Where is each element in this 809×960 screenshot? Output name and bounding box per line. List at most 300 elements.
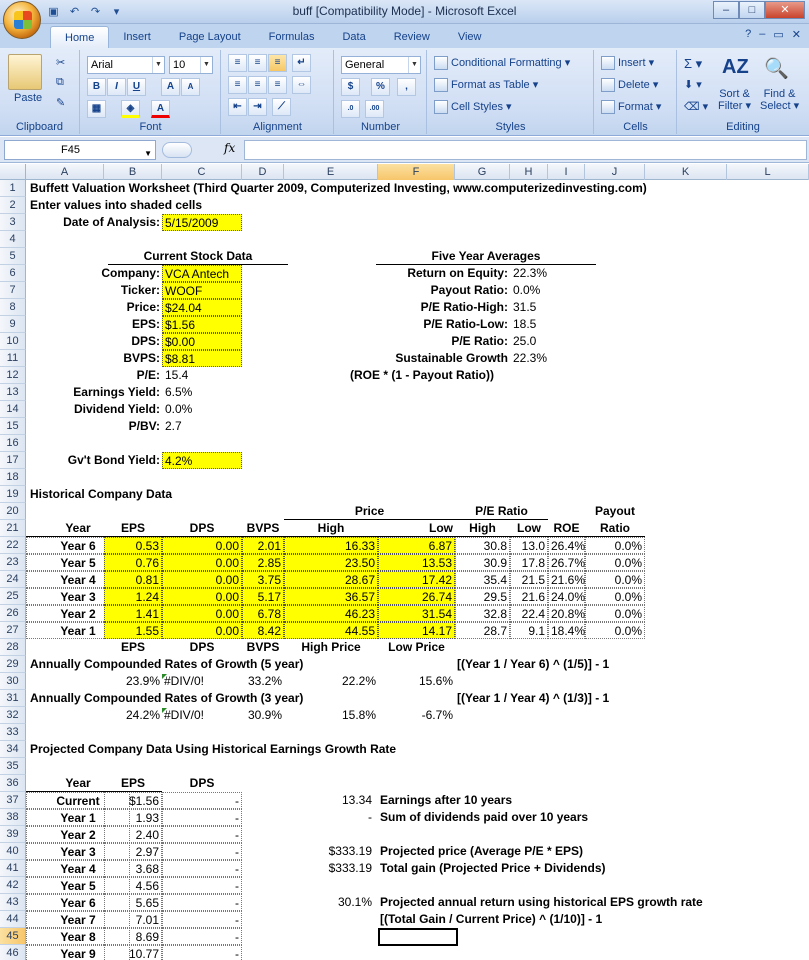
proj-dps[interactable]: - [162, 826, 242, 843]
proj-year[interactable]: Year 6 [26, 894, 130, 911]
align-top-button[interactable]: ≡ [228, 54, 247, 72]
row-header-22[interactable]: 22 [0, 537, 26, 554]
proj-dps[interactable]: - [162, 894, 242, 911]
active-cell[interactable] [378, 928, 458, 946]
ret-value[interactable]: 30.1% [337, 895, 372, 909]
delete-cells-button[interactable]: Delete ▾ [601, 78, 658, 92]
tab-review[interactable]: Review [393, 31, 430, 43]
growth-3yr-value[interactable]: #DIV/0! [164, 708, 205, 722]
row-header-12[interactable]: 12 [0, 367, 26, 384]
hist-value[interactable]: 36.57 [284, 588, 378, 605]
row-header-15[interactable]: 15 [0, 418, 26, 435]
center-button[interactable]: ≡ [248, 76, 267, 94]
row-header-45[interactable]: 45 [0, 928, 26, 945]
column-header-c[interactable]: C [162, 164, 242, 180]
growth-5yr-value[interactable]: 33.2% [247, 674, 282, 688]
proj-eps[interactable]: 1.93 [104, 809, 162, 826]
ticker-input[interactable]: WOOF [162, 282, 242, 299]
pbv-value[interactable]: 2.7 [165, 419, 182, 433]
row-header-42[interactable]: 42 [0, 877, 26, 894]
per-label[interactable]: P/E Ratio: [451, 334, 508, 348]
font-color-button[interactable]: A [151, 100, 170, 118]
hist-value[interactable]: 31.54 [378, 605, 455, 622]
bold-button[interactable]: B [87, 78, 106, 96]
insert-cells-button[interactable]: Insert ▾ [601, 56, 654, 70]
hist-value[interactable]: 3.75 [242, 571, 284, 588]
proj-year[interactable]: Year 1 [26, 809, 130, 826]
hist-value[interactable]: 5.17 [242, 588, 284, 605]
hist-value[interactable]: 1.41 [104, 605, 162, 622]
pel-label[interactable]: P/E Ratio-Low: [423, 317, 508, 331]
save-icon[interactable]: ▣ [48, 6, 59, 18]
hist-value[interactable]: 26.74 [378, 588, 455, 605]
pel-value[interactable]: 18.5 [513, 317, 537, 331]
decrease-indent-button[interactable]: ⇤ [228, 98, 247, 116]
growth-3yr-formula[interactable]: [(Year 1 / Year 4) ^ (1/3)] - 1 [457, 691, 610, 705]
row-header-25[interactable]: 25 [0, 588, 26, 605]
hist-ratio[interactable]: 26.4% [548, 537, 585, 554]
fill-icon[interactable]: ⬇ ▾ [684, 79, 702, 91]
payout-label[interactable]: Payout Ratio: [430, 283, 508, 297]
hist-col-header[interactable]: DPS [162, 520, 242, 537]
copy-icon[interactable]: ⧉ [56, 76, 64, 88]
italic-button[interactable]: I [107, 78, 126, 96]
hist-value[interactable]: 1.24 [104, 588, 162, 605]
row-header-26[interactable]: 26 [0, 605, 26, 622]
customize-qat-icon[interactable]: ▾ [113, 6, 120, 18]
hist-year[interactable]: Year 5 [26, 554, 130, 571]
hist-ratio[interactable]: 0.0% [585, 588, 645, 605]
hist-value[interactable]: 0.00 [162, 537, 242, 554]
conditional-formatting-button[interactable]: Conditional Formatting ▾ [434, 56, 570, 70]
row-header-13[interactable]: 13 [0, 384, 26, 401]
pe-ratio-header[interactable]: P/E Ratio [455, 503, 548, 520]
proj-eps[interactable]: $1.56 [104, 792, 162, 809]
row-header-35[interactable]: 35 [0, 758, 26, 775]
earn10-label[interactable]: Earnings after 10 years [380, 793, 513, 807]
hist-value[interactable]: 23.50 [284, 554, 378, 571]
per-value[interactable]: 25.0 [513, 334, 537, 348]
hist-ratio[interactable]: 29.5 [455, 588, 510, 605]
growth-col-header[interactable]: EPS [120, 640, 145, 654]
cell-styles-button[interactable]: Cell Styles ▾ [434, 100, 512, 114]
pe-value[interactable]: 15.4 [165, 368, 189, 382]
row-header-40[interactable]: 40 [0, 843, 26, 860]
help-icon[interactable]: ? [745, 28, 752, 40]
format-as-table-button[interactable]: Format as Table ▾ [434, 78, 538, 92]
proj-col-header[interactable]: EPS [104, 775, 162, 792]
font-name-combo[interactable] [87, 56, 165, 74]
paste-button[interactable]: Paste [14, 92, 43, 104]
row-header-44[interactable]: 44 [0, 911, 26, 928]
ribbon-minimize-icon[interactable]: – [759, 28, 766, 40]
row-header-31[interactable]: 31 [0, 690, 26, 707]
increase-indent-button[interactable]: ⇥ [248, 98, 267, 116]
align-right-button[interactable]: ≡ [268, 76, 287, 94]
row-header-16[interactable]: 16 [0, 435, 26, 452]
proj-eps[interactable]: 5.65 [104, 894, 162, 911]
growth-5yr-value[interactable]: #DIV/0! [164, 674, 205, 688]
proj-year[interactable]: Year 2 [26, 826, 130, 843]
hist-year[interactable]: Year 4 [26, 571, 130, 588]
autosum-icon[interactable]: Σ ▾ [684, 56, 703, 71]
hist-col-header[interactable]: ROE [548, 520, 585, 537]
growth-3yr-value[interactable]: 30.9% [247, 708, 282, 722]
date-label[interactable]: Date of Analysis: [63, 215, 160, 229]
increase-decimal-button[interactable]: .0 [341, 100, 360, 118]
proj-dps[interactable]: - [162, 843, 242, 860]
eps-label[interactable]: EPS: [131, 317, 160, 331]
div10-label[interactable]: Sum of dividends paid over 10 years [380, 810, 589, 824]
peh-value[interactable]: 31.5 [513, 300, 537, 314]
row-header-28[interactable]: 28 [0, 639, 26, 656]
hist-ratio[interactable]: 9.1 [510, 622, 548, 639]
roe-label[interactable]: Return on Equity: [407, 266, 508, 280]
proj-dps[interactable]: - [162, 945, 242, 960]
grow-font-button[interactable]: A [161, 78, 180, 96]
row-header-27[interactable]: 27 [0, 622, 26, 639]
proj-col-header[interactable]: Year [26, 775, 130, 792]
error-indicator-icon[interactable] [162, 674, 167, 679]
hist-ratio[interactable]: 0.0% [585, 554, 645, 571]
peh-label[interactable]: P/E Ratio-High: [420, 300, 508, 314]
growth-5yr-value[interactable]: 15.6% [418, 674, 453, 688]
close-button[interactable]: ✕ [765, 1, 805, 19]
insert-function-button[interactable]: fx [224, 141, 236, 155]
growth-col-header[interactable]: High Price [301, 640, 361, 654]
hist-ratio[interactable]: 30.9 [455, 554, 510, 571]
title-cell[interactable]: Buffett Valuation Worksheet (Third Quarter 2009, Computerized Investing, www.computerizedinvesting.com) [30, 181, 647, 195]
row-header-3[interactable]: 3 [0, 214, 26, 231]
proj-dps[interactable]: - [162, 792, 242, 809]
row-header-10[interactable]: 10 [0, 333, 26, 350]
paste-icon[interactable] [8, 54, 42, 90]
pe-label[interactable]: P/E: [136, 368, 160, 382]
tg-value[interactable]: $333.19 [328, 861, 372, 875]
tab-page-layout[interactable]: Page Layout [178, 31, 241, 43]
format-cells-button[interactable]: Format ▾ [601, 100, 661, 114]
hist-value[interactable]: 14.17 [378, 622, 455, 639]
row-header-5[interactable]: 5 [0, 248, 26, 265]
tab-insert[interactable]: Insert [123, 31, 151, 43]
column-header-i[interactable]: I [548, 164, 585, 180]
historical-header[interactable]: Historical Company Data [30, 487, 173, 501]
dps-label[interactable]: DPS: [131, 334, 160, 348]
hist-value[interactable]: 0.00 [162, 605, 242, 622]
tg-label[interactable]: Total gain (Projected Price + Dividends) [380, 861, 606, 875]
column-header-j[interactable]: J [585, 164, 645, 180]
growth-col-header[interactable]: Low Price [388, 640, 445, 654]
row-header-2[interactable]: 2 [0, 197, 26, 214]
earn10-value[interactable]: 13.34 [341, 793, 372, 807]
row-header-38[interactable]: 38 [0, 809, 26, 826]
row-header-9[interactable]: 9 [0, 316, 26, 333]
hist-col-header[interactable]: EPS [104, 520, 162, 537]
hist-col-header[interactable]: Low [510, 520, 548, 537]
row-header-17[interactable]: 17 [0, 452, 26, 469]
growth-col-header[interactable]: DPS [189, 640, 215, 654]
sg-value[interactable]: 22.3% [513, 351, 548, 365]
hist-value[interactable]: 0.00 [162, 571, 242, 588]
hist-col-header[interactable]: High [284, 520, 378, 537]
price-label[interactable]: Price: [126, 300, 160, 314]
proj-dps[interactable]: - [162, 877, 242, 894]
proj-dps[interactable]: - [162, 809, 242, 826]
percent-button[interactable]: % [371, 78, 390, 96]
select-all-corner[interactable] [0, 164, 26, 180]
hist-ratio[interactable]: 0.0% [585, 537, 645, 554]
bond-yield-label[interactable]: Gv't Bond Yield: [67, 453, 160, 467]
hist-col-header[interactable]: Ratio [585, 520, 645, 537]
proj-eps[interactable]: 7.01 [104, 911, 162, 928]
cut-icon[interactable]: ✂ [56, 57, 66, 69]
row-header-32[interactable]: 32 [0, 707, 26, 724]
hist-value[interactable]: 0.76 [104, 554, 162, 571]
ticker-label[interactable]: Ticker: [120, 283, 160, 297]
number-format-combo[interactable] [341, 56, 421, 74]
proj-eps[interactable]: 10.77 [104, 945, 162, 960]
format-painter-icon[interactable]: ✎ [56, 97, 66, 109]
column-header-h[interactable]: H [510, 164, 548, 180]
hist-ratio[interactable]: 28.7 [455, 622, 510, 639]
proj-year[interactable]: Year 5 [26, 877, 130, 894]
row-header-7[interactable]: 7 [0, 282, 26, 299]
column-header-f[interactable]: F [378, 164, 455, 180]
hist-value[interactable]: 6.87 [378, 537, 455, 554]
row-header-21[interactable]: 21 [0, 520, 26, 537]
row-header-46[interactable]: 46 [0, 945, 26, 960]
sg-label[interactable]: Sustainable Growth [395, 351, 508, 365]
undo-icon[interactable]: ↶ [69, 6, 80, 18]
growth-3yr-value[interactable]: 24.2% [125, 708, 160, 722]
hist-value[interactable]: 2.01 [242, 537, 284, 554]
column-header-l[interactable]: L [727, 164, 809, 180]
bvps-input[interactable]: $8.81 [162, 350, 242, 367]
pbv-label[interactable]: P/BV: [128, 419, 160, 433]
proj-year[interactable]: Year 4 [26, 860, 130, 877]
hist-ratio[interactable]: 22.4 [510, 605, 548, 622]
row-header-41[interactable]: 41 [0, 860, 26, 877]
hist-year[interactable]: Year 2 [26, 605, 130, 622]
proj-year[interactable]: Year 3 [26, 843, 130, 860]
column-header-a[interactable]: A [26, 164, 104, 180]
hist-value[interactable]: 17.42 [378, 571, 455, 588]
pp-value[interactable]: $333.19 [328, 844, 372, 858]
payout-header[interactable]: Payout [594, 504, 635, 518]
proj-year[interactable]: Year 9 [26, 945, 130, 960]
growth-3yr-value[interactable]: 15.8% [341, 708, 376, 722]
roe-value[interactable]: 22.3% [513, 266, 548, 280]
decrease-decimal-button[interactable]: .00 [365, 100, 384, 118]
hist-year[interactable]: Year 6 [26, 537, 130, 554]
currency-button[interactable]: $ [341, 78, 360, 96]
row-header-1[interactable]: 1 [0, 180, 26, 197]
proj-dps[interactable]: - [162, 911, 242, 928]
proj-eps[interactable]: 2.97 [104, 843, 162, 860]
hist-ratio[interactable]: 21.6 [510, 588, 548, 605]
dy-label[interactable]: Dividend Yield: [73, 402, 160, 416]
pp-label[interactable]: Projected price (Average P/E * EPS) [380, 844, 583, 858]
align-left-button[interactable]: ≡ [228, 76, 247, 94]
worksheet-grid[interactable] [0, 164, 809, 960]
tab-data[interactable]: Data [342, 31, 366, 43]
projected-header[interactable]: Projected Company Data Using Historical Earnings Growth Rate [30, 742, 397, 756]
price-input[interactable]: $24.04 [162, 299, 242, 316]
row-header-23[interactable]: 23 [0, 554, 26, 571]
instructions-cell[interactable]: Enter values into shaded cells [30, 198, 203, 212]
maximize-button[interactable]: □ [739, 1, 765, 19]
minimize-button[interactable]: – [713, 1, 739, 19]
ey-label[interactable]: Earnings Yield: [73, 385, 160, 399]
formula-bar-handle[interactable] [162, 142, 192, 158]
find-select-button[interactable]: Find & Select ▾ [760, 88, 800, 112]
hist-value[interactable]: 44.55 [284, 622, 378, 639]
proj-eps[interactable]: 2.40 [104, 826, 162, 843]
growth-5yr-value[interactable]: 23.9% [125, 674, 160, 688]
proj-year[interactable]: Year 7 [26, 911, 130, 928]
hist-value[interactable]: 0.81 [104, 571, 162, 588]
row-header-30[interactable]: 30 [0, 673, 26, 690]
comma-button[interactable]: , [397, 78, 416, 96]
date-input[interactable]: 5/15/2009 [162, 214, 242, 231]
row-header-24[interactable]: 24 [0, 571, 26, 588]
row-header-34[interactable]: 34 [0, 741, 26, 758]
hist-col-header[interactable]: Year [26, 520, 130, 537]
proj-year[interactable]: Current [26, 792, 130, 809]
proj-eps[interactable]: 8.69 [104, 928, 162, 945]
hist-ratio[interactable]: 35.4 [455, 571, 510, 588]
hist-col-header[interactable]: BVPS [242, 520, 284, 537]
orientation-button[interactable]: ⟋ [272, 98, 291, 116]
ribbon-restore-icon[interactable]: ▭ [773, 29, 784, 41]
five-year-averages-header[interactable]: Five Year Averages [376, 248, 596, 265]
hist-value[interactable]: 8.42 [242, 622, 284, 639]
proj-eps[interactable]: 4.56 [104, 877, 162, 894]
row-header-43[interactable]: 43 [0, 894, 26, 911]
hist-value[interactable]: 0.00 [162, 554, 242, 571]
proj-dps[interactable]: - [162, 928, 242, 945]
fill-color-button[interactable]: ◈ [121, 100, 140, 118]
hist-ratio[interactable]: 0.0% [585, 605, 645, 622]
row-header-6[interactable]: 6 [0, 265, 26, 282]
row-header-19[interactable]: 19 [0, 486, 26, 503]
column-header-d[interactable]: D [242, 164, 284, 180]
company-input[interactable]: VCA Antech [162, 265, 242, 282]
redo-icon[interactable]: ↷ [90, 6, 101, 18]
row-header-29[interactable]: 29 [0, 656, 26, 673]
return-formula[interactable]: [(Total Gain / Current Price) ^ (1/10)] - 1 [380, 912, 603, 926]
hist-ratio[interactable]: 13.0 [510, 537, 548, 554]
tab-home[interactable]: Home [50, 26, 109, 48]
hist-value[interactable]: 13.53 [378, 554, 455, 571]
column-header-k[interactable]: K [645, 164, 727, 180]
growth-5yr-formula[interactable]: [(Year 1 / Year 6) ^ (1/5)] - 1 [457, 657, 610, 671]
align-middle-button[interactable]: ≡ [248, 54, 267, 72]
name-box[interactable] [4, 140, 156, 160]
clear-icon[interactable]: ⌫ ▾ [684, 101, 709, 113]
growth-5yr-value[interactable]: 22.2% [341, 674, 376, 688]
ret-label[interactable]: Projected annual return using historical EPS growth rate [380, 895, 703, 909]
growth-col-header[interactable]: BVPS [246, 640, 280, 654]
row-header-39[interactable]: 39 [0, 826, 26, 843]
row-header-37[interactable]: 37 [0, 792, 26, 809]
hist-ratio[interactable]: 18.4% [548, 622, 585, 639]
eps-input[interactable]: $1.56 [162, 316, 242, 333]
hist-ratio[interactable]: 32.8 [455, 605, 510, 622]
underline-button[interactable]: U [127, 78, 146, 96]
hist-ratio[interactable]: 17.8 [510, 554, 548, 571]
hist-ratio[interactable]: 24.0% [548, 588, 585, 605]
row-header-18[interactable]: 18 [0, 469, 26, 486]
row-header-11[interactable]: 11 [0, 350, 26, 367]
column-header-e[interactable]: E [284, 164, 378, 180]
shrink-font-button[interactable]: A [181, 78, 200, 96]
row-header-33[interactable]: 33 [0, 724, 26, 741]
bond-yield-input[interactable]: 4.2% [162, 452, 242, 469]
row-header-14[interactable]: 14 [0, 401, 26, 418]
proj-dps[interactable]: - [162, 860, 242, 877]
tab-view[interactable]: View [457, 31, 482, 43]
hist-value[interactable]: 16.33 [284, 537, 378, 554]
price-header[interactable]: Price [284, 503, 455, 520]
hist-ratio[interactable]: 21.6% [548, 571, 585, 588]
hist-ratio[interactable]: 21.5 [510, 571, 548, 588]
column-header-b[interactable]: B [104, 164, 162, 180]
office-button[interactable] [3, 1, 41, 39]
ey-value[interactable]: 6.5% [165, 385, 193, 399]
dy-value[interactable]: 0.0% [165, 402, 193, 416]
formula-input[interactable] [244, 140, 807, 160]
hist-ratio[interactable]: 20.8% [548, 605, 585, 622]
growth-3yr-label[interactable]: Annually Compounded Rates of Growth (3 year) [30, 691, 304, 705]
hist-ratio[interactable]: 0.0% [585, 571, 645, 588]
tab-formulas[interactable]: Formulas [268, 31, 315, 43]
div10-value[interactable]: - [368, 810, 372, 824]
error-indicator-icon[interactable] [162, 708, 167, 713]
current-stock-header[interactable]: Current Stock Data [108, 248, 288, 265]
wrap-text-button[interactable]: ↵ [292, 54, 311, 72]
proj-eps[interactable]: 3.68 [104, 860, 162, 877]
row-header-20[interactable]: 20 [0, 503, 26, 520]
growth-5yr-label[interactable]: Annually Compounded Rates of Growth (5 year) [30, 657, 304, 671]
row-header-8[interactable]: 8 [0, 299, 26, 316]
hist-value[interactable]: 0.00 [162, 588, 242, 605]
payout-value[interactable]: 0.0% [513, 283, 541, 297]
hist-year[interactable]: Year 3 [26, 588, 130, 605]
hist-ratio[interactable]: 0.0% [585, 622, 645, 639]
hist-value[interactable]: 28.67 [284, 571, 378, 588]
hist-ratio[interactable]: 26.7% [548, 554, 585, 571]
hist-value[interactable]: 46.23 [284, 605, 378, 622]
dps-input[interactable]: $0.00 [162, 333, 242, 350]
hist-value[interactable]: 2.85 [242, 554, 284, 571]
hist-value[interactable]: 0.00 [162, 622, 242, 639]
hist-ratio[interactable]: 30.8 [455, 537, 510, 554]
sort-filter-button[interactable]: Sort & Filter ▾ [718, 88, 752, 112]
hist-col-header[interactable]: Low [378, 520, 455, 537]
growth-3yr-value[interactable]: -6.7% [421, 708, 453, 722]
company-label[interactable]: Company: [101, 266, 160, 280]
hist-value[interactable]: 6.78 [242, 605, 284, 622]
column-header-g[interactable]: G [455, 164, 510, 180]
borders-button[interactable]: ▦ [87, 100, 106, 118]
proj-col-header[interactable]: DPS [189, 776, 215, 790]
hist-col-header[interactable]: High [455, 520, 510, 537]
hist-year[interactable]: Year 1 [26, 622, 130, 639]
proj-year[interactable]: Year 8 [26, 928, 130, 945]
ribbon-close-icon[interactable]: ✕ [791, 29, 801, 41]
sustainable-growth-formula[interactable]: (ROE * (1 - Payout Ratio)) [350, 368, 495, 382]
